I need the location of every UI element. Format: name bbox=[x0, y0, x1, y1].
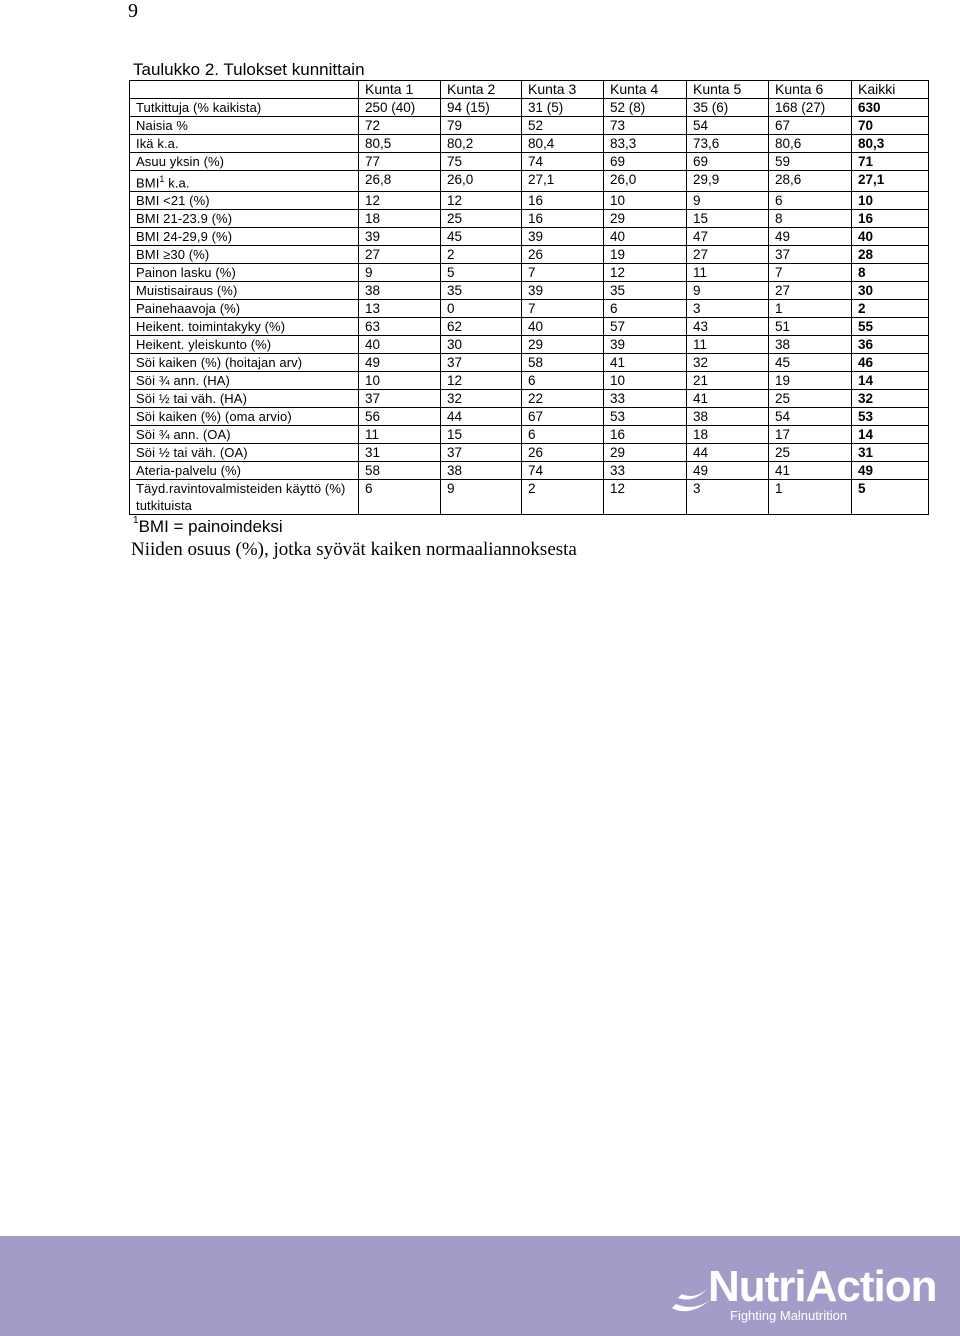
value-cell: 6 bbox=[769, 192, 852, 210]
row-label-text: Söi ¾ ann. (HA) bbox=[136, 373, 230, 389]
value-cell: 74 bbox=[522, 462, 604, 480]
value-cell: 1 bbox=[769, 300, 852, 318]
header-cell: Kunta 5 bbox=[687, 81, 769, 99]
value-cell: 69 bbox=[604, 153, 687, 171]
value-cell: 26,0 bbox=[441, 171, 522, 192]
total-cell: 53 bbox=[852, 408, 929, 426]
logo-tagline: Fighting Malnutrition bbox=[730, 1308, 848, 1323]
value-cell: 69 bbox=[687, 153, 769, 171]
value-cell: 21 bbox=[687, 372, 769, 390]
header-cell: Kunta 4 bbox=[604, 81, 687, 99]
value-cell: 26 bbox=[522, 246, 604, 264]
value-cell: 17 bbox=[769, 426, 852, 444]
table-title: Taulukko 2. Tulokset kunnittain bbox=[133, 60, 365, 79]
table-row bbox=[130, 300, 929, 318]
row-label-text: Ateria-palvelu (%) bbox=[136, 463, 242, 479]
value-cell: 39 bbox=[522, 282, 604, 300]
row-label bbox=[130, 372, 359, 390]
value-cell: 52 (8) bbox=[604, 99, 687, 117]
table-row bbox=[130, 336, 929, 354]
value-cell: 73 bbox=[604, 117, 687, 135]
value-cell: 47 bbox=[687, 228, 769, 246]
row-label-text: Söi ½ tai väh. (OA) bbox=[136, 445, 248, 461]
row-label-text: Söi kaiken (%) (oma arvio) bbox=[136, 409, 292, 425]
total-cell: 30 bbox=[852, 282, 929, 300]
total-cell: 28 bbox=[852, 246, 929, 264]
nutriaction-logo bbox=[668, 1262, 940, 1328]
value-cell: 79 bbox=[441, 117, 522, 135]
total-cell: 16 bbox=[852, 210, 929, 228]
value-cell: 12 bbox=[441, 372, 522, 390]
value-cell: 11 bbox=[359, 426, 441, 444]
row-label-text: Tutkittuja (% kaikista) bbox=[136, 100, 262, 115]
row-label bbox=[130, 210, 359, 228]
value-cell: 32 bbox=[441, 390, 522, 408]
value-cell: 49 bbox=[687, 462, 769, 480]
table-note: Niiden osuus (%), jotka syövät kaiken normaaliannoksesta bbox=[131, 539, 577, 560]
value-cell: 27 bbox=[769, 282, 852, 300]
value-cell: 12 bbox=[604, 480, 687, 515]
value-cell: 25 bbox=[769, 444, 852, 462]
table-row bbox=[130, 153, 929, 171]
value-cell: 62 bbox=[441, 318, 522, 336]
value-cell: 94 (15) bbox=[441, 99, 522, 117]
table-row bbox=[130, 372, 929, 390]
value-cell: 31 bbox=[359, 444, 441, 462]
value-cell: 41 bbox=[604, 354, 687, 372]
value-cell: 80,5 bbox=[359, 135, 441, 153]
value-cell: 72 bbox=[359, 117, 441, 135]
row-label-text: BMI ≥30 (%) bbox=[136, 247, 210, 263]
value-cell: 67 bbox=[769, 117, 852, 135]
value-cell: 27 bbox=[359, 246, 441, 264]
total-cell: 2 bbox=[852, 300, 929, 318]
total-cell: 5 bbox=[852, 480, 929, 515]
value-cell: 77 bbox=[359, 153, 441, 171]
total-cell: 14 bbox=[852, 372, 929, 390]
total-cell: 36 bbox=[852, 336, 929, 354]
total-cell: 55 bbox=[852, 318, 929, 336]
value-cell: 12 bbox=[441, 192, 522, 210]
value-cell: 250 (40) bbox=[359, 99, 441, 117]
value-cell: 29 bbox=[522, 336, 604, 354]
row-label bbox=[130, 300, 359, 318]
row-label-text: Painehaavoja (%) bbox=[136, 301, 241, 317]
table-row bbox=[130, 228, 929, 246]
row-label-superscript: 1 bbox=[159, 174, 165, 184]
value-cell: 9 bbox=[687, 192, 769, 210]
header-cell: Kunta 2 bbox=[441, 81, 522, 99]
value-cell: 44 bbox=[687, 444, 769, 462]
value-cell: 35 (6) bbox=[687, 99, 769, 117]
value-cell: 2 bbox=[522, 480, 604, 515]
value-cell: 67 bbox=[522, 408, 604, 426]
table-row bbox=[130, 318, 929, 336]
value-cell: 51 bbox=[769, 318, 852, 336]
value-cell: 10 bbox=[604, 192, 687, 210]
row-label-text: Söi ¾ ann. (OA) bbox=[136, 427, 231, 443]
table-row bbox=[130, 444, 929, 462]
table-row bbox=[130, 390, 929, 408]
value-cell: 37 bbox=[441, 444, 522, 462]
value-cell: 12 bbox=[604, 264, 687, 282]
row-label bbox=[130, 426, 359, 444]
value-cell: 9 bbox=[359, 264, 441, 282]
total-cell: 10 bbox=[852, 192, 929, 210]
value-cell: 6 bbox=[604, 300, 687, 318]
value-cell: 54 bbox=[687, 117, 769, 135]
value-cell: 59 bbox=[769, 153, 852, 171]
page-number: 9 bbox=[128, 0, 138, 22]
footnote bbox=[133, 517, 283, 537]
row-label bbox=[130, 117, 359, 135]
value-cell: 3 bbox=[687, 480, 769, 515]
table-row bbox=[130, 462, 929, 480]
value-cell: 19 bbox=[604, 246, 687, 264]
results-table bbox=[129, 80, 929, 515]
value-cell: 11 bbox=[687, 264, 769, 282]
value-cell: 8 bbox=[769, 210, 852, 228]
value-cell: 37 bbox=[769, 246, 852, 264]
value-cell: 54 bbox=[769, 408, 852, 426]
value-cell: 80,6 bbox=[769, 135, 852, 153]
row-label bbox=[130, 444, 359, 462]
row-label bbox=[130, 390, 359, 408]
row-label-text: Painon lasku (%) bbox=[136, 265, 236, 281]
table-row bbox=[130, 282, 929, 300]
table-row bbox=[130, 192, 929, 210]
value-cell: 63 bbox=[359, 318, 441, 336]
value-cell: 41 bbox=[687, 390, 769, 408]
table-header-row bbox=[130, 81, 929, 99]
value-cell: 7 bbox=[522, 300, 604, 318]
row-label-text: Ikä k.a. bbox=[136, 136, 179, 151]
value-cell: 45 bbox=[769, 354, 852, 372]
value-cell: 40 bbox=[359, 336, 441, 354]
total-cell: 71 bbox=[852, 153, 929, 171]
row-label-suffix: k.a. bbox=[164, 175, 190, 191]
value-cell: 6 bbox=[522, 426, 604, 444]
value-cell: 39 bbox=[604, 336, 687, 354]
value-cell: 0 bbox=[441, 300, 522, 318]
footnote-superscript: 1 bbox=[133, 515, 139, 526]
header-cell: Kunta 6 bbox=[769, 81, 852, 99]
value-cell: 11 bbox=[687, 336, 769, 354]
value-cell: 6 bbox=[522, 372, 604, 390]
row-label-text: Söi kaiken (%) (hoitajan arv) bbox=[136, 355, 303, 371]
row-label-text: Asuu yksin (%) bbox=[136, 154, 225, 169]
row-label bbox=[130, 135, 359, 153]
value-cell: 10 bbox=[359, 372, 441, 390]
logo-text: NutriAction bbox=[708, 1262, 937, 1311]
row-label-text: Heikent. toimintakyky (%) bbox=[136, 319, 286, 335]
value-cell: 28,6 bbox=[769, 171, 852, 192]
value-cell: 38 bbox=[687, 408, 769, 426]
value-cell: 30 bbox=[441, 336, 522, 354]
value-cell: 32 bbox=[687, 354, 769, 372]
header-cell: Kaikki bbox=[852, 81, 929, 99]
value-cell: 10 bbox=[604, 372, 687, 390]
value-cell: 16 bbox=[604, 426, 687, 444]
value-cell: 7 bbox=[769, 264, 852, 282]
value-cell: 29,9 bbox=[687, 171, 769, 192]
header-cell-empty bbox=[130, 81, 359, 99]
row-label-text: BMI 21-23.9 (%) bbox=[136, 211, 233, 227]
value-cell: 3 bbox=[687, 300, 769, 318]
value-cell: 26,0 bbox=[604, 171, 687, 192]
value-cell: 18 bbox=[687, 426, 769, 444]
value-cell: 37 bbox=[441, 354, 522, 372]
value-cell: 49 bbox=[769, 228, 852, 246]
value-cell: 45 bbox=[441, 228, 522, 246]
row-label-text: Naisia % bbox=[136, 118, 189, 133]
value-cell: 12 bbox=[359, 192, 441, 210]
value-cell: 6 bbox=[359, 480, 441, 515]
value-cell: 29 bbox=[604, 210, 687, 228]
value-cell: 15 bbox=[441, 426, 522, 444]
row-label-text: Heikent. yleiskunto (%) bbox=[136, 337, 272, 353]
table-row bbox=[130, 99, 929, 117]
row-label bbox=[130, 282, 359, 300]
table-row bbox=[130, 117, 929, 135]
value-cell: 43 bbox=[687, 318, 769, 336]
value-cell: 56 bbox=[359, 408, 441, 426]
table-row bbox=[130, 354, 929, 372]
value-cell: 19 bbox=[769, 372, 852, 390]
row-label bbox=[130, 264, 359, 282]
value-cell: 80,2 bbox=[441, 135, 522, 153]
row-label-text: Täyd.ravintovalmisteiden käyttö (%) tutkituista bbox=[136, 481, 346, 514]
total-cell: 14 bbox=[852, 426, 929, 444]
row-label bbox=[130, 228, 359, 246]
total-cell: 630 bbox=[852, 99, 929, 117]
header-cell: Kunta 3 bbox=[522, 81, 604, 99]
row-label-text: BMI 24-29,9 (%) bbox=[136, 229, 233, 245]
value-cell: 74 bbox=[522, 153, 604, 171]
value-cell: 38 bbox=[441, 462, 522, 480]
total-cell: 8 bbox=[852, 264, 929, 282]
value-cell: 27,1 bbox=[522, 171, 604, 192]
row-label bbox=[130, 99, 359, 117]
value-cell: 1 bbox=[769, 480, 852, 515]
total-cell: 31 bbox=[852, 444, 929, 462]
row-label bbox=[130, 318, 359, 336]
table-row bbox=[130, 480, 929, 515]
value-cell: 5 bbox=[441, 264, 522, 282]
value-cell: 18 bbox=[359, 210, 441, 228]
value-cell: 80,4 bbox=[522, 135, 604, 153]
value-cell: 16 bbox=[522, 192, 604, 210]
value-cell: 53 bbox=[604, 408, 687, 426]
value-cell: 26,8 bbox=[359, 171, 441, 192]
value-cell: 9 bbox=[687, 282, 769, 300]
value-cell: 39 bbox=[359, 228, 441, 246]
value-cell: 44 bbox=[441, 408, 522, 426]
value-cell: 33 bbox=[604, 462, 687, 480]
value-cell: 35 bbox=[441, 282, 522, 300]
table-row bbox=[130, 426, 929, 444]
value-cell: 15 bbox=[687, 210, 769, 228]
table-row bbox=[130, 246, 929, 264]
value-cell: 38 bbox=[769, 336, 852, 354]
total-cell: 80,3 bbox=[852, 135, 929, 153]
row-label-text: BMI <21 (%) bbox=[136, 193, 210, 209]
total-cell: 32 bbox=[852, 390, 929, 408]
value-cell: 58 bbox=[522, 354, 604, 372]
value-cell: 40 bbox=[522, 318, 604, 336]
value-cell: 26 bbox=[522, 444, 604, 462]
total-cell: 70 bbox=[852, 117, 929, 135]
value-cell: 13 bbox=[359, 300, 441, 318]
row-label bbox=[130, 462, 359, 480]
row-label bbox=[130, 192, 359, 210]
row-label bbox=[130, 408, 359, 426]
value-cell: 41 bbox=[769, 462, 852, 480]
value-cell: 29 bbox=[604, 444, 687, 462]
total-cell: 27,1 bbox=[852, 171, 929, 192]
value-cell: 49 bbox=[359, 354, 441, 372]
value-cell: 58 bbox=[359, 462, 441, 480]
total-cell: 49 bbox=[852, 462, 929, 480]
value-cell: 35 bbox=[604, 282, 687, 300]
row-label bbox=[130, 171, 359, 192]
table-row bbox=[130, 135, 929, 153]
row-label bbox=[130, 153, 359, 171]
value-cell: 39 bbox=[522, 228, 604, 246]
value-cell: 9 bbox=[441, 480, 522, 515]
value-cell: 2 bbox=[441, 246, 522, 264]
value-cell: 52 bbox=[522, 117, 604, 135]
value-cell: 31 (5) bbox=[522, 99, 604, 117]
value-cell: 33 bbox=[604, 390, 687, 408]
table-row bbox=[130, 408, 929, 426]
value-cell: 38 bbox=[359, 282, 441, 300]
table-row bbox=[130, 210, 929, 228]
value-cell: 25 bbox=[769, 390, 852, 408]
row-label bbox=[130, 354, 359, 372]
row-label-text: BMI bbox=[136, 175, 160, 191]
header-cell: Kunta 1 bbox=[359, 81, 441, 99]
value-cell: 75 bbox=[441, 153, 522, 171]
value-cell: 25 bbox=[441, 210, 522, 228]
value-cell: 22 bbox=[522, 390, 604, 408]
row-label bbox=[130, 336, 359, 354]
value-cell: 7 bbox=[522, 264, 604, 282]
total-cell: 46 bbox=[852, 354, 929, 372]
table-row bbox=[130, 171, 929, 192]
value-cell: 57 bbox=[604, 318, 687, 336]
value-cell: 168 (27) bbox=[769, 99, 852, 117]
table-row bbox=[130, 264, 929, 282]
value-cell: 73,6 bbox=[687, 135, 769, 153]
row-label-text: Söi ½ tai väh. (HA) bbox=[136, 391, 247, 407]
value-cell: 16 bbox=[522, 210, 604, 228]
row-label-text: Muistisairaus (%) bbox=[136, 283, 238, 299]
row-label bbox=[130, 246, 359, 264]
footnote-text: BMI = painoindeksi bbox=[138, 517, 283, 536]
value-cell: 37 bbox=[359, 390, 441, 408]
value-cell: 40 bbox=[604, 228, 687, 246]
row-label bbox=[130, 480, 359, 515]
value-cell: 27 bbox=[687, 246, 769, 264]
value-cell: 83,3 bbox=[604, 135, 687, 153]
total-cell: 40 bbox=[852, 228, 929, 246]
